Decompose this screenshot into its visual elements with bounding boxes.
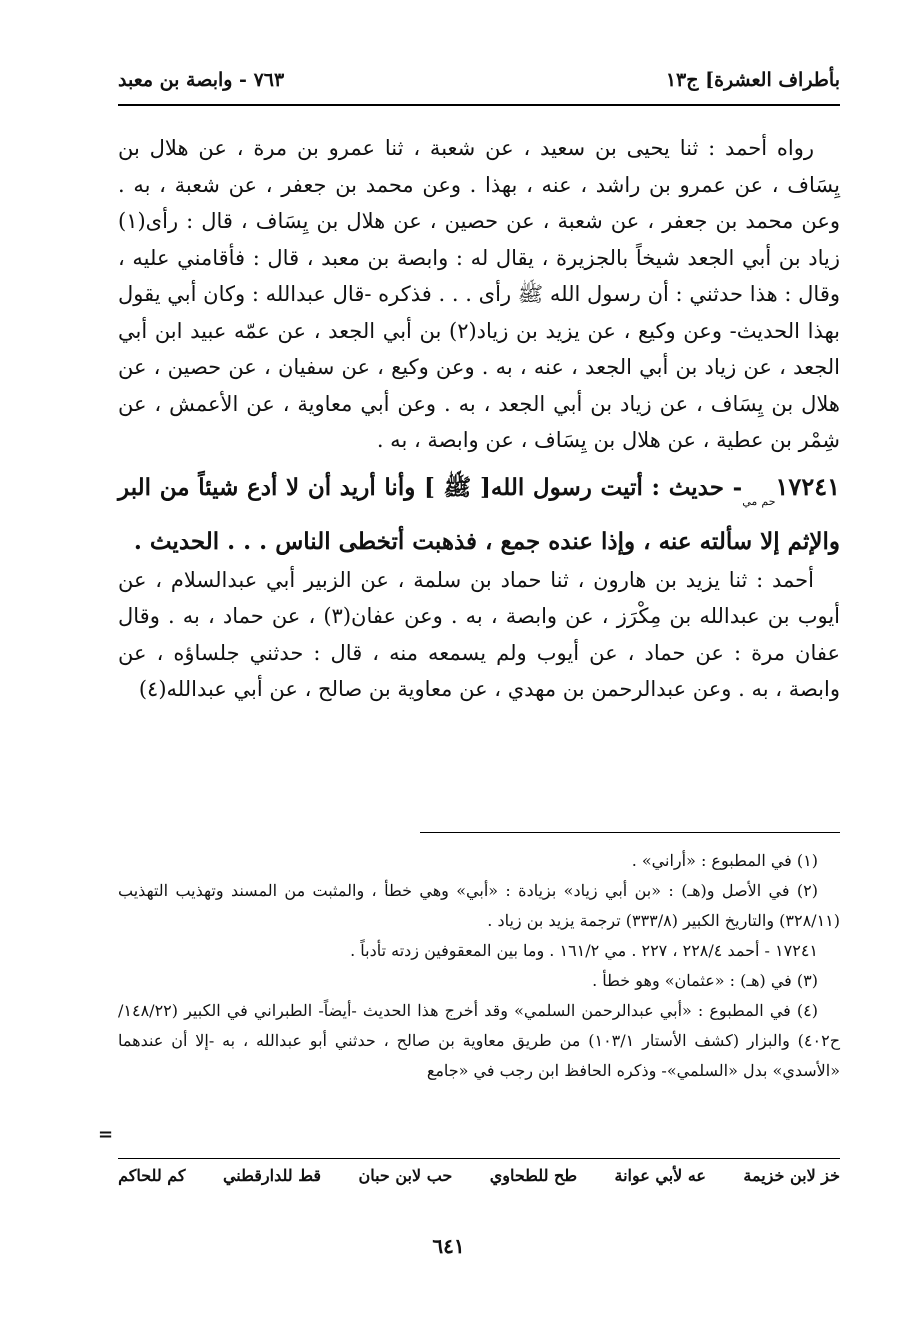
page-number: ٦٤١ — [432, 1234, 465, 1258]
running-header — [118, 62, 840, 98]
abbr-item: عه لأبي عوانة — [614, 1166, 706, 1185]
header-book-title: بأطراف العشرة] ج١٣ — [665, 69, 840, 91]
footnote-1: (١) في المطبوع : «أراني» . — [631, 851, 818, 870]
main-text — [118, 130, 840, 708]
abbr-item: خز لابن خزيمة — [743, 1166, 840, 1185]
header-section-title: ٧٦٣ - وابصة بن معبد — [118, 69, 285, 91]
hadith-number: ١٧٢٤١ — [775, 471, 840, 501]
paragraph-narration-2: أحمد : ثنا يزيد بن هارون ، ثنا حماد بن سلمة ، عن الزبير أبي عبدالسلام ، عن أيوب بن عبدالله بن مِكْرَز ، عن وابصة ، به . وعن عفان(٣) ، عن حماد ، به . وقال عفان مرة : عن حماد ، عن أيوب ولم يسمعه منه ، قال : حدثني جلساؤه ، عن وابصة ، به . وعن عبدالرحمن بن مهدي ، عن معاوية بن صالح ، عن أبي عبدالله(٤) — [118, 567, 841, 701]
abbr-item: حب لابن حبان — [358, 1166, 453, 1185]
footnote-rule — [420, 832, 840, 833]
paragraph-narration-1: رواه أحمد : ثنا يحيى بن سعيد ، عن شعبة ، ثنا عمرو بن مرة ، عن هلال بن يِسَاف ، عن عمرو بن راشد ، عنه ، بهذا . وعن محمد بن جعفر ، عن شعبة ، به . وعن محمد بن جعفر ، عن شعبة ، عن حصين ، عن هلال بن يِسَاف ، قال : رأى(١) زياد بن أبي الجعد شيخاً بالجزيرة ، يقال له : وابصة بن معبد ، قال : فأقامني عليه ، وقال : هذا حدثني : أن رسول الله ﷺ رأى . . . فذكره -قال عبدالله : وكان أبي يقول بهذا الحديث- وعن وكيع ، عن يزيد بن زياد(٢) بن أبي الجعد ، عن عمّه عبيد ابن أبي الجعد ، عن زياد بن أبي الجعد ، عنه ، به . وعن وكيع ، عن سفيان ، عن حصين ، عن هلال بن يِسَاف ، عن زياد بن أبي الجعد ، به . وعن أبي معاوية ، عن الأعمش ، عن شِمْر بن عطية ، عن هلال بن يِسَاف ، عن وابصة ، به . — [118, 136, 840, 452]
footnotes — [118, 846, 840, 1086]
footnote-2: (٢) في الأصل و(هـ) : «بن أبي زياد» بزيادة : «أبي» وهي خطأ ، والمثبت من المسند وتهذيب التهذيب (٣٢٨/١١) والتاريخ الكبير (٣٣٣/٨) ترجمة يزيد بن زياد . — [118, 881, 840, 930]
abbreviation-rule — [118, 1158, 840, 1159]
abbr-item: طح للطحاوي — [489, 1166, 578, 1185]
header-rule — [118, 104, 840, 106]
footnote-4: (٤) في المطبوع : «أبي عبدالرحمن السلمي» وقد أخرج هذا الحديث -أيضاً- الطبراني في الكبير (١٤٨/٢٢/ح٤٠٢) والبزار (كشف الأستار ١٠٣/١) من طريق معاوية بن صالح ، حدثني أبو عبدالله ، به -إلا أن عندهما «الأسدي» بدل «السلمي»- وذكره الحافظ ابن رجب في «جامع — [118, 1001, 841, 1080]
hadith-source-codes: حم مي — [742, 494, 776, 508]
hadith-text: - حديث : أتيت رسول الله[ ﷺ ] وأنا أريد أن لا أدع شيئاً من البر والإثم إلا سألته عنه ، وإذا عنده جمع ، فذهبت أتخطى الناس . . . الحديث . — [118, 473, 840, 555]
abbr-item: قط للدارقطني — [222, 1166, 322, 1185]
footnote-source: ١٧٢٤١ - أحمد ٢٢٨/٤ ، ٢٢٧ . مي ١٦١/٢ . وما بين المعقوفين زدته تأدباً . — [350, 941, 818, 960]
continuation-mark: = — [98, 1124, 114, 1145]
abbr-item: كم للحاكم — [118, 1166, 186, 1185]
abbreviation-key — [118, 1166, 840, 1185]
footnote-3: (٣) في (هـ) : «عثمان» وهو خطأ . — [592, 971, 818, 990]
hadith-entry — [118, 467, 840, 562]
